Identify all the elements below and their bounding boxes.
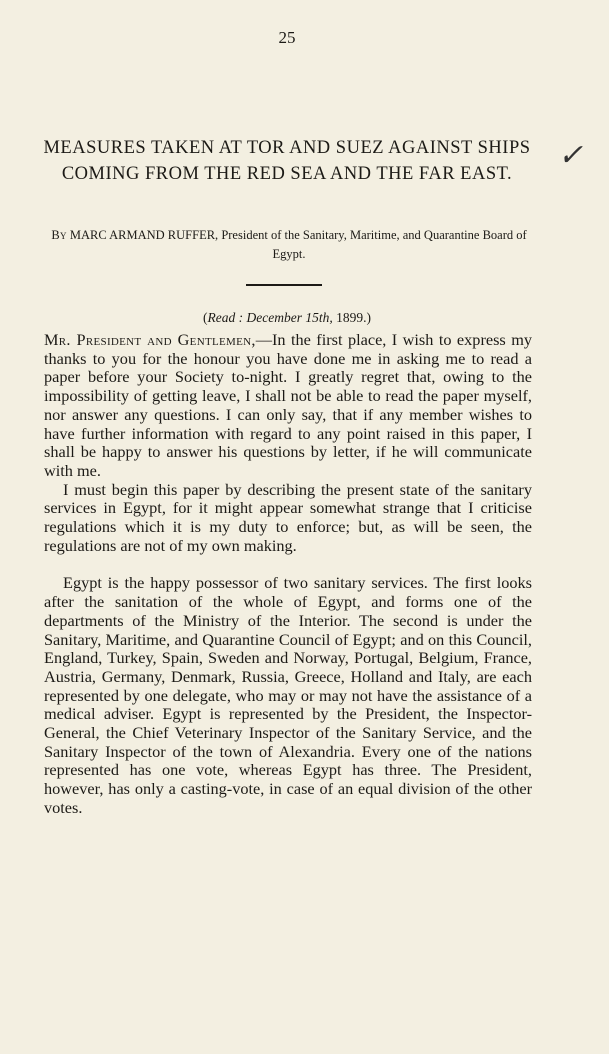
byline-affiliation: President of the Sanitary, Maritime, and Quarantine Board of Egypt. [221,228,527,261]
paragraph-3: Egypt is the happy possessor of two sanitary services. The first looks after the sanitation of the whole of Egypt, and forms one of the departments of the Ministry of the Interior. The second is under the Sanitary, Maritime, and Quarantine Council of Egypt; and on this Council, England, Turkey, Spain, Sweden and Norway, Portugal, Belgium, France, Austria, Germany, Denmark, Russia, Greece, Holland and Italy, are each represented by one delegate, who may or may not have the assistance of a medical adviser. Egypt is represented by the President, the Inspector-General, the Chief Veterinary Inspector of the Sanitary Service, and the Sanitary Inspector of the town of Alexandria. Every one of the nations represented has one vote, whereas Egypt has three. The President, however, has only a casting-vote, in case of an equal division of the other votes. [44,573,532,817]
title-rule [246,284,322,286]
handwritten-check-mark: ✓ [558,139,584,172]
read-date-label: Read : December 15th, [207,310,333,325]
read-date-year: 1899.) [336,310,371,325]
page-number: 25 [278,28,296,47]
byline-author: MARC ARMAND RUFFER, [69,228,219,242]
paragraph-1-text: —In the first place, I wish to express my thanks to you for the honour you have done me in asking me to read a paper before your Society to-night. I greatly regret that, owing to the impossibility of getting leave, I shall not be able to read the paper myself, nor answer any questions. I can only say, that if any member wishes to have further information with regard to any point raised in this paper, I shall be happy to answer his questions by letter, if he will communicate with me. [44,330,532,480]
byline [44,226,534,264]
salutation: Mr. President and Gentlemen, [44,330,256,349]
paragraph-1 [44,331,532,481]
read-date-open: ( [203,310,208,325]
article-body [44,331,532,818]
paragraph-2: I must begin this paper by describing the present state of the sanitary services in Egypt, for it might appear somewhat strange that I criticise regulations which it is my duty to enforce; but, as will be seen, the regulations are not of my own making. [44,479,532,555]
read-date [0,310,574,326]
byline-by: By [51,228,67,242]
article-title: MEASURES TAKEN AT TOR AND SUEZ AGAINST SHIPS COMING FROM THE RED SEA AND THE FAR EAST. [43,138,531,184]
